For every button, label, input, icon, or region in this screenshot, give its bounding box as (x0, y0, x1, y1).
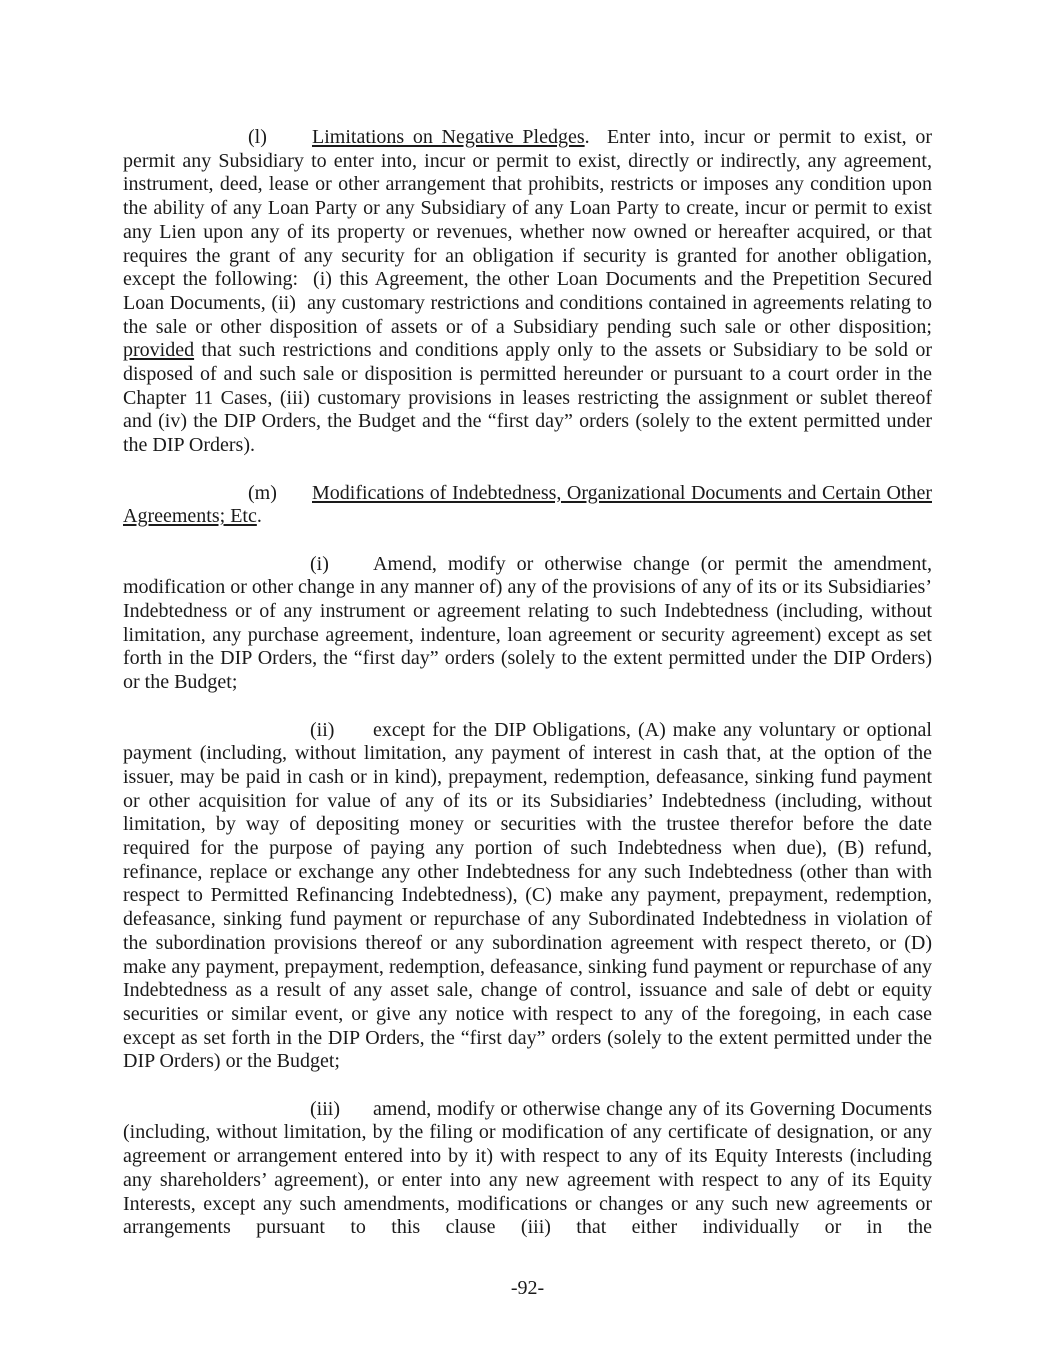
clause-label-i: (i) (310, 552, 329, 575)
paragraph-l-limitations-on-negative-pledges (123, 126, 932, 458)
paragraph-m-modifications-heading (123, 482, 932, 529)
page-number: -92- (510, 1277, 545, 1299)
underlined-text: provided (123, 339, 195, 362)
text-run: except for the DIP Obligations, (A) make any voluntary or optional payment (including, without limitation, any payment of interest in cash that, at the option of the issuer, may be paid in cash or in kind), prepayment, redemption, defeasance, sinking fund payment or other acquisition for value of any of its or its Subsidiaries’ Indebtedness (including, without limitation, by way of depositing money or securities with the trustee therefor before the date required for the purpose of paying any portion of such Indebtedness when due), (B) refund, refinance, replace or exchange any other Indebtedness for any such Indebtedness (other than with respect to Permitted Refinancing Indebtedness), (C) make any payment, prepayment, redemption, defeasance, sinking fund payment or repurchase of any Subordinated Indebtedness in violation of the subordination provisions thereof or any subordination agreement with respect thereto, or (D) make any payment, prepayment, redemption, defeasance, sinking fund payment or repurchase of any Indebtedness as a result of any asset sale, change of control, issuance and sale of debt or equity securities or similar event, or give any notice with respect to any of the foregoing, in each case except as set forth in the DIP Orders, the “first day” orders (solely to the extent permitted under the DIP Orders) or the Budget; (123, 718, 932, 1073)
text-run: . Enter into, incur or permit to exist, or permit any Subsidiary to enter into, incur or permit to exist, directly or indirectly, any agreement, instrument, deed, lease or other arrangement that prohibits, restricts or imposes any condition upon the ability of any Loan Party or any Subsidiary of any Loan Party to create, incur or permit to exist any Lien upon any of its property or revenues, whether now owned or hereafter acquired, or that requires the grant of any security for an obligation if security is granted for another obligation, except the following: (i) this Agreement, the other Loan Documents and the Prepetition Secured Loan Documents, (ii) any customary restrictions and conditions contained in agreements relating to the sale or other disposition of assets or of a Subsidiary pending such sale or other disposition; (123, 126, 933, 338)
paragraph-m-i (123, 553, 932, 695)
text-run: that such restrictions and conditions apply only to the assets or Subsidiary to be sold or disposed of and such sale or disposition is permitted hereunder or pursuant to a court order in the Chapter 11 Cases, (iii) customary provisions in leases restricting the assignment or sublet thereof and (iv) the DIP Orders, the Budget and the “first day” orders (solely to the extent permitted under the DIP Orders). (123, 339, 932, 457)
text-run: amend, modify or otherwise change any of its Governing Documents (including, without limitation, by the filing or modification of any certificate of designation, or any agreement or arrangement entered into by it) with respect to any of its Equity Interests (including any shareholders’ agreement), or enter into any new agreement with respect to any of its Equity Interests, except any such amendments, modifications or changes or any such new agreements or arrangements pursuant to this clause (iii) that either individually or in the (123, 1097, 932, 1239)
paragraph-m-ii (123, 719, 932, 1075)
clause-label-iii: (iii) (310, 1097, 340, 1120)
text-run: . (256, 505, 262, 528)
clause-heading: Limitations on Negative Pledges (312, 126, 585, 148)
text-run: Amend, modify or otherwise change (or permit the amendment, modification or other change in any manner of) any of the provisions of any of its or its Subsidiaries’ Indebtedness or of any instrument or agreement relating to such Indebtedness (including, without limitation, any purchase agreement, indenture, loan agreement or security agreement) except as set forth in the DIP Orders, the “first day” orders (solely to the extent permitted under the DIP Orders) or the Budget; (123, 552, 932, 694)
paragraph-m-iii (123, 1098, 932, 1240)
clause-label-l: (l) (248, 126, 267, 148)
clause-heading: Modifications of Indebtedness, Organizational Documents and Certain Other Agreements; Etc (123, 481, 932, 528)
document-body (123, 126, 932, 1264)
clause-label-ii: (ii) (310, 718, 335, 741)
clause-label-m: (m) (248, 481, 277, 504)
